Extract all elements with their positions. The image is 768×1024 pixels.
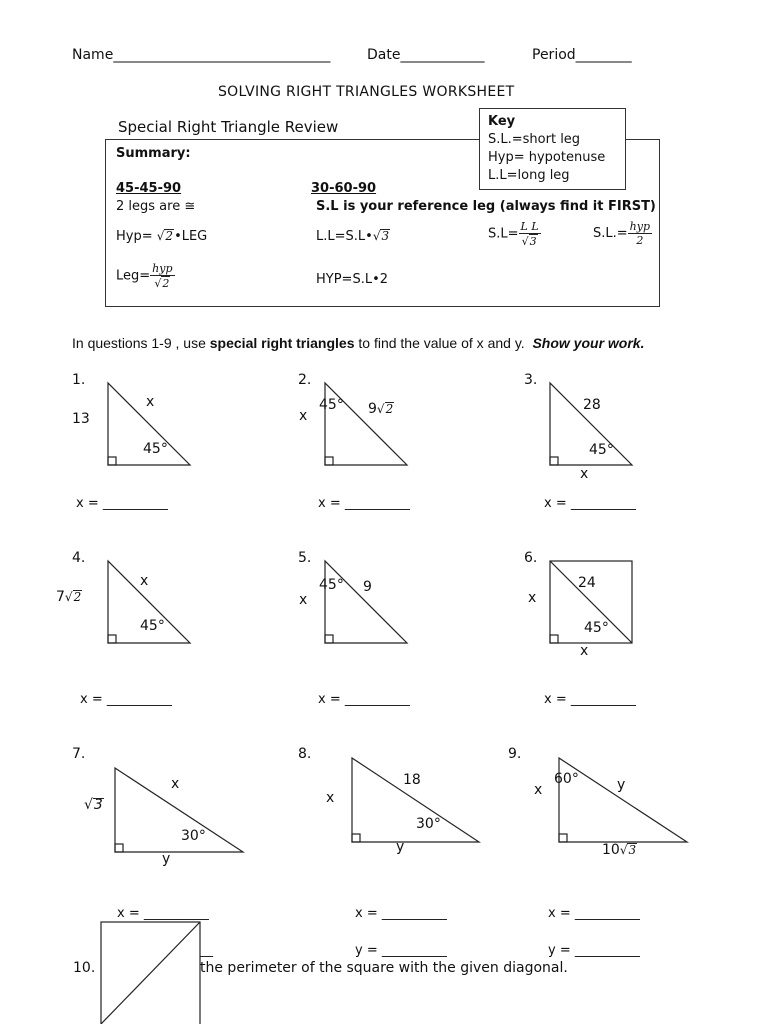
key-title: Key [488, 114, 516, 129]
col1-heading: 45-45-90 [116, 181, 182, 196]
problem-9-side-left: x [534, 782, 543, 798]
summary-label: Summary: [116, 146, 191, 161]
problem-7-hyp: x [171, 776, 180, 792]
problem-3-angle: 45° [589, 442, 614, 458]
problem-4-number: 4. [72, 550, 86, 566]
sl-frac2-den: 2 [636, 234, 644, 247]
sl-frac1-den-value: 3 [529, 235, 537, 248]
sqrt2-value: 2 [165, 229, 174, 243]
sl-frac1-den: √3 [521, 235, 537, 248]
problem-4-rad: 2 [73, 590, 82, 604]
sqrt3-symbol: √3 [372, 229, 390, 243]
sl-frac2-num: hyp [629, 220, 650, 233]
diagonal-10 [101, 922, 200, 1024]
problem-3-bottom: x [580, 466, 589, 482]
problem-10-number: 10. [73, 960, 96, 976]
right-angle-2 [325, 457, 333, 465]
problem-3-hyp: 28 [583, 397, 601, 413]
sqrt3-value: 3 [381, 229, 390, 243]
problem-4-side-left [56, 589, 82, 605]
problem-9-rad: 3 [628, 843, 637, 857]
problem-5-angle: 45° [319, 577, 344, 593]
key-line-hypotenuse: Hyp= hypotenuse [488, 150, 606, 165]
sl-frac1-num: L L [520, 220, 539, 233]
sl-prefix-2: S.L.= [593, 226, 628, 241]
problem-6-number: 6. [524, 550, 538, 566]
name-label: Name [72, 47, 114, 63]
problem-8-angle: 30° [416, 816, 441, 832]
problem-4-answer[interactable]: x = __________ [80, 692, 172, 707]
col2-hyp-formula: HYP=S.L•2 [316, 272, 389, 287]
right-angle-1 [108, 457, 116, 465]
problem-5-side-left: x [299, 592, 308, 608]
date-label: Date [367, 47, 401, 63]
col1-hyp-prefix: Hyp= [116, 229, 153, 244]
problem-3-number: 3. [524, 372, 538, 388]
problem-2-hyp [368, 401, 394, 417]
instructions-bold: special right triangles [209, 335, 355, 351]
date-blank[interactable]: ____________ [400, 47, 485, 63]
period-blank[interactable]: ________ [575, 47, 632, 63]
problem-1-hyp: x [146, 394, 155, 410]
problem-2-answer[interactable]: x = __________ [318, 496, 410, 511]
col2-heading: 30-60-90 [311, 181, 377, 196]
problem-9-angle: 60° [554, 771, 579, 787]
leg-frac-num: hyp [152, 262, 173, 275]
problem-8-hyp: 18 [403, 772, 421, 788]
right-angle-3 [550, 457, 558, 465]
problem-9-hyp: y [617, 777, 626, 793]
problem-1-answer[interactable]: x = __________ [76, 496, 168, 511]
problem-7-bottom: y [162, 851, 171, 867]
problem-8-bottom: y [396, 839, 405, 855]
problem-9-answer-y[interactable]: y = __________ [548, 943, 640, 958]
col1-leg-prefix: Leg= [116, 268, 151, 284]
problem-6-side-left: x [528, 590, 537, 606]
problem-6-bottom: x [580, 643, 589, 659]
right-angle-8 [352, 834, 360, 842]
worksheet-title: SOLVING RIGHT TRIANGLES WORKSHEET [218, 84, 515, 100]
problem-5-answer[interactable]: x = __________ [318, 692, 410, 707]
problem-5-number: 5. [298, 550, 312, 566]
col1-note: 2 legs are ≅ [116, 199, 196, 214]
problem-7-rad: 3 [93, 797, 103, 813]
problem-7-angle: 30° [181, 828, 206, 844]
sl-prefix-1: S.L= [488, 226, 519, 242]
sqrt2-symbol: √2 [156, 229, 174, 243]
problem-1-side-left: 13 [72, 411, 90, 427]
problem-4-angle: 45° [140, 618, 165, 634]
problem-6-angle: 45° [584, 620, 609, 636]
problem-2-number: 2. [298, 372, 312, 388]
right-angle-5 [325, 635, 333, 643]
problem-2-hyp-rad: 2 [385, 402, 394, 416]
right-angle-7 [115, 844, 123, 852]
problem-3-answer[interactable]: x = __________ [544, 496, 636, 511]
problem-7-answer-x[interactable]: x = __________ [117, 906, 209, 921]
problem-7-number: 7. [72, 746, 86, 762]
problem-9-coef: 10 [602, 842, 620, 858]
problem-8-answer-x[interactable]: x = __________ [355, 906, 447, 921]
problem-10-text: the perimeter of the square with the given diagonal. [200, 960, 568, 976]
right-angle-6 [550, 635, 558, 643]
problem-5-hyp: 9 [363, 579, 372, 595]
problem-9-sqrt: √3 [619, 843, 637, 857]
right-angle-9 [559, 834, 567, 842]
problem-1-number: 1. [72, 372, 86, 388]
problem-9-bottom [602, 842, 637, 858]
problem-7-side-left: √3 [84, 797, 103, 813]
key-line-long-leg: L.L=long leg [488, 168, 570, 183]
triangle-5 [325, 561, 407, 643]
problem-1-angle: 45° [143, 441, 168, 457]
problem-8-answer-y[interactable]: y = __________ [355, 943, 447, 958]
problem-9-number: 9. [508, 746, 522, 762]
name-blank[interactable]: _______________________________ [113, 47, 331, 63]
section-title: Special Right Triangle Review [118, 118, 339, 136]
problem-4-hyp: x [140, 573, 149, 589]
problem-2-side-left: x [299, 408, 308, 424]
problem-6-diag: 24 [578, 575, 596, 591]
problem-8-number: 8. [298, 746, 312, 762]
key-line-short-leg: S.L.=short leg [488, 132, 581, 147]
problem-6-answer[interactable]: x = __________ [544, 692, 636, 707]
problem-2-hyp-coef: 9 [368, 401, 377, 417]
problem-9-answer-x[interactable]: x = __________ [548, 906, 640, 921]
col2-ll-text: L.L=S.L• [316, 229, 373, 244]
problem-2-sqrt: √2 [376, 402, 394, 416]
triangle-2 [325, 383, 407, 465]
problem-8-side-left: x [326, 790, 335, 806]
right-angle-4 [108, 635, 116, 643]
problem-2-angle: 45° [319, 397, 344, 413]
col1-hyp-suffix: •LEG [174, 229, 208, 244]
period-label: Period [532, 47, 576, 63]
problem-4-sqrt: √2 [64, 590, 82, 604]
problem-4-coef: 7 [56, 589, 65, 605]
col2-note: S.L is your reference leg (always find it FIRST) [316, 199, 656, 214]
instructions-italic: Show your work. [532, 335, 645, 351]
problem-10-partial-answer: __ [200, 943, 213, 958]
leg-frac-den-value: 2 [162, 277, 170, 290]
leg-frac-den: √2 [154, 277, 170, 290]
instructions-part2: to find the value of x and y. [354, 335, 533, 351]
instructions-part1: In questions 1-9 , use [72, 335, 210, 351]
